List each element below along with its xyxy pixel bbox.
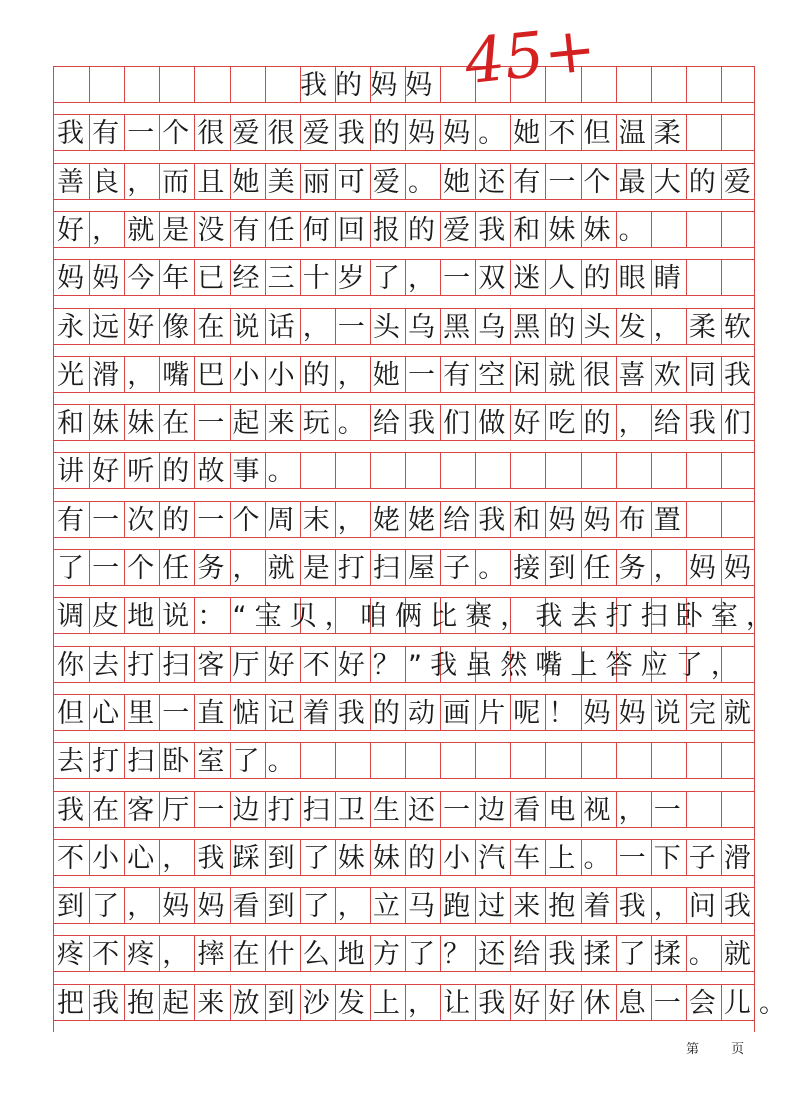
grid-cell-divider [194, 67, 195, 102]
essay-line: 去打扫卧室了。 [57, 746, 303, 778]
essay-line: 疼不疼，摔在什么地方了？还给我揉了揉。就 [57, 939, 759, 971]
essay-line: 和妹妹在一起来玩。给我们做好吃的，给我们 [57, 408, 759, 440]
grid-row [54, 887, 759, 924]
grid-row [54, 211, 754, 248]
grid-cell-divider [230, 67, 231, 102]
grid-row [54, 694, 759, 731]
grid-row [54, 646, 754, 683]
grade-mark: 45+ [461, 11, 600, 99]
writing-grid [53, 66, 795, 1032]
grid-row [54, 259, 754, 296]
essay-line: 调皮地说：“宝贝，咱俩比赛，我去打扫卧室， [57, 601, 782, 633]
essay-line: 把我抱起来放到沙发上，让我好好休息一会儿。 [57, 987, 795, 1019]
grid-row [54, 935, 759, 972]
grid-row [54, 356, 759, 393]
grid-cell-divider [721, 67, 722, 102]
grid-row [54, 742, 754, 779]
essay-line: 永远好像在说话，一头乌黑乌黑的头发，柔软 [57, 311, 759, 343]
essay-line: 妈妈今年已经三十岁了，一双迷人的眼睛 [57, 263, 689, 295]
essay-line: 了一个任务，就是打扫屋子。接到任务，妈妈 [57, 553, 759, 584]
essay-line: 你去打扫客厅好不好？”我虽然嘴上答应了， [57, 649, 746, 681]
grid-cell-divider [159, 67, 160, 102]
grid-row [54, 501, 754, 538]
essay-line: 有一次的一个周末，姥姥给我和妈妈布置 [57, 504, 689, 536]
grid-cell-divider [651, 67, 652, 102]
essay-line: 我在客厅一边打扫卫生还一边看电视，一 [57, 794, 689, 826]
grid-row [54, 791, 754, 828]
grid-row [54, 984, 795, 1021]
grid-row [54, 114, 754, 151]
essay-line: 到了，妈妈看到了，立马跑过来抱着我，问我 [57, 891, 759, 923]
grid-row [54, 597, 782, 634]
essay-line: 但心里一直惦记着我的动画片呢！妈妈说完就 [57, 697, 759, 729]
essay-line: 光滑，嘴巴小小的，她一有空闲就很喜欢同我 [57, 359, 759, 391]
grid-row [54, 549, 759, 586]
grid-row [54, 839, 759, 876]
grid-row [54, 163, 759, 200]
essay-line: 不小心，我踩到了妹妹的小汽车上。一下子滑 [57, 842, 759, 874]
grid-cell-divider [686, 67, 687, 102]
essay-line: 我有一个很爱很爱我的妈妈。她不但温柔 [57, 118, 689, 150]
grid-row [54, 452, 754, 489]
title-row [54, 66, 754, 103]
grid-row [54, 404, 759, 441]
essay-line: 讲好听的故事。 [57, 456, 303, 488]
grid-row [54, 308, 759, 345]
page-footer: 第 页 [686, 1042, 759, 1057]
essay-title: 我的妈妈 [300, 70, 441, 101]
grid-cell-divider [265, 67, 266, 102]
essay-line: 善良，而且她美丽可爱。她还有一个最大的爱 [57, 166, 759, 198]
essay-line: 好，就是没有任何回报的爱我和妹妹。 [57, 214, 654, 246]
grid-cell-divider [89, 67, 90, 102]
grid-cell-divider [124, 67, 125, 102]
grid-cell-divider [616, 67, 617, 102]
